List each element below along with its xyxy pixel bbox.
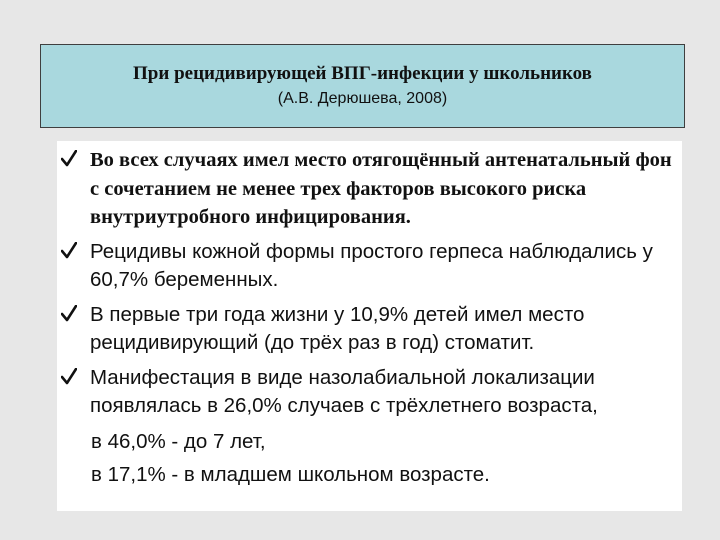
continuation-line: в 17,1% - в младшем школьном возрасте. (91, 463, 490, 486)
bullet-list (57, 146, 682, 427)
checkmark-icon (61, 368, 77, 386)
slide-subtitle: (А.В. Дерюшева, 2008) (277, 90, 448, 107)
bullet-item (57, 364, 682, 421)
content-panel (57, 141, 682, 511)
bullet-item (57, 146, 682, 232)
bullet-text: Манифестация в виде назолабиальной локализации появлялась в 26,0% случаев с трёхлетнего возраста, (90, 365, 598, 417)
bullet-item (57, 238, 682, 295)
checkmark-icon (61, 305, 77, 323)
title-box (40, 44, 685, 128)
bullet-text: Во всех случаях имел место отягощённый антенатальный фон с сочетанием не менее трех факторов высокого риска внутриутробного инфицирования. (90, 149, 672, 228)
slide-title: При рецидивирующей ВПГ-инфекции у школьников (133, 63, 592, 84)
checkmark-icon (61, 150, 77, 168)
continuation-line: в 46,0% - до 7 лет, (91, 430, 266, 453)
checkmark-icon (61, 242, 77, 260)
bullet-text: В первые три года жизни у 10,9% детей имел место рецидивирующий (до трёх раз в год) стоматит. (90, 302, 585, 354)
bullet-item (57, 301, 682, 358)
bullet-text: Рецидивы кожной формы простого герпеса наблюдались у 60,7% беременных. (90, 239, 653, 291)
